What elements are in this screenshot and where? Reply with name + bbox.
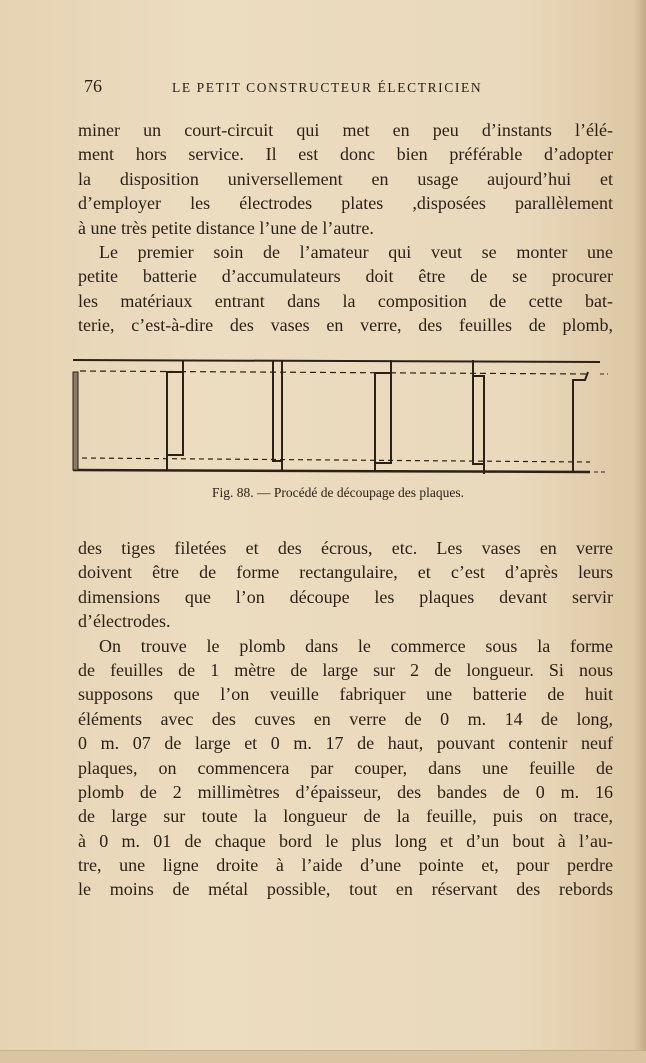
page-header bbox=[84, 76, 604, 100]
page-edge-shadow bbox=[634, 0, 646, 1063]
text-line: 0 m. 07 de large et 0 m. 17 de haut, pouvant contenir neuf bbox=[78, 733, 613, 754]
running-title: LE PETIT CONSTRUCTEUR ÉLECTRICIEN bbox=[172, 80, 483, 95]
text-line: de feuilles de 1 mètre de large sur 2 de longueur. Si nous bbox=[78, 659, 613, 680]
text-line: plomb de 2 millimètres d’épaisseur, des bandes de 0 m. 16 bbox=[78, 781, 613, 802]
text-line: à une très petite distance l’une de l’autre. bbox=[78, 217, 374, 238]
text-line: de large sur toute la longueur de la feuille, puis on trace, bbox=[78, 806, 613, 827]
figure-plate-cutting-diagram bbox=[70, 356, 610, 476]
text-line: d’électrodes. bbox=[78, 611, 171, 632]
text-line: les matériaux entrant dans la composition de cette bat- bbox=[78, 290, 613, 311]
figure-bottom-edge bbox=[73, 470, 590, 472]
text-block-top bbox=[78, 118, 613, 338]
text-line: à 0 m. 01 de chaque bord le plus long et d’un bout à l’au- bbox=[78, 830, 613, 851]
text-line: le moins de métal possible, tout en réservant des rebords bbox=[78, 879, 613, 900]
page-bottom-edge bbox=[0, 1050, 646, 1063]
figure-top-edge bbox=[73, 360, 600, 362]
figure-dashed-line-bottom bbox=[82, 458, 590, 462]
text-line: supposons que l’on veuille fabriquer une batterie de huit bbox=[78, 684, 613, 705]
page-number: 76 bbox=[84, 76, 102, 96]
figure-hatched-end bbox=[73, 372, 78, 470]
text-line: plaques, on commencera par couper, dans une feuille de bbox=[78, 757, 613, 778]
text-line: On trouve le plomb dans le commerce sous la forme bbox=[99, 635, 613, 656]
text-line: éléments avec des cuves en verre de 0 m. 14 de long, bbox=[78, 708, 613, 729]
figure-caption: Fig. 88. — Procédé de découpage des plaques. bbox=[212, 485, 464, 500]
text-line: petite batterie d’accumulateurs doit être de se procurer bbox=[78, 266, 613, 287]
text-line: d’employer les électrodes plates ,disposées parallèlement bbox=[78, 193, 613, 214]
text-line: la disposition universellement en usage aujourd’hui et bbox=[78, 168, 613, 189]
text-line: dimensions que l’on découpe les plaques devant servir bbox=[78, 586, 613, 607]
text-line: miner un court-circuit qui met en peu d’instants l’élé- bbox=[78, 120, 613, 140]
text-line: tre, une ligne droite à l’aide d’une pointe et, pour perdre bbox=[78, 855, 613, 876]
text-line: doivent être de forme rectangulaire, et c’est d’après leurs bbox=[78, 562, 613, 583]
figure-dashed-line-top bbox=[80, 371, 590, 374]
text-line: ment hors service. Il est donc bien préférable d’adopter bbox=[78, 144, 613, 165]
figure-plate-tabs bbox=[167, 360, 588, 474]
text-block-bottom bbox=[78, 536, 613, 902]
text-line: des tiges filetées et des écrous, etc. Les vases en verre bbox=[78, 538, 613, 558]
text-line: Le premier soin de l’amateur qui veut se monter une bbox=[99, 241, 613, 262]
text-line: terie, c’est-à-dire des vases en verre, des feuilles de plomb, bbox=[78, 315, 613, 336]
